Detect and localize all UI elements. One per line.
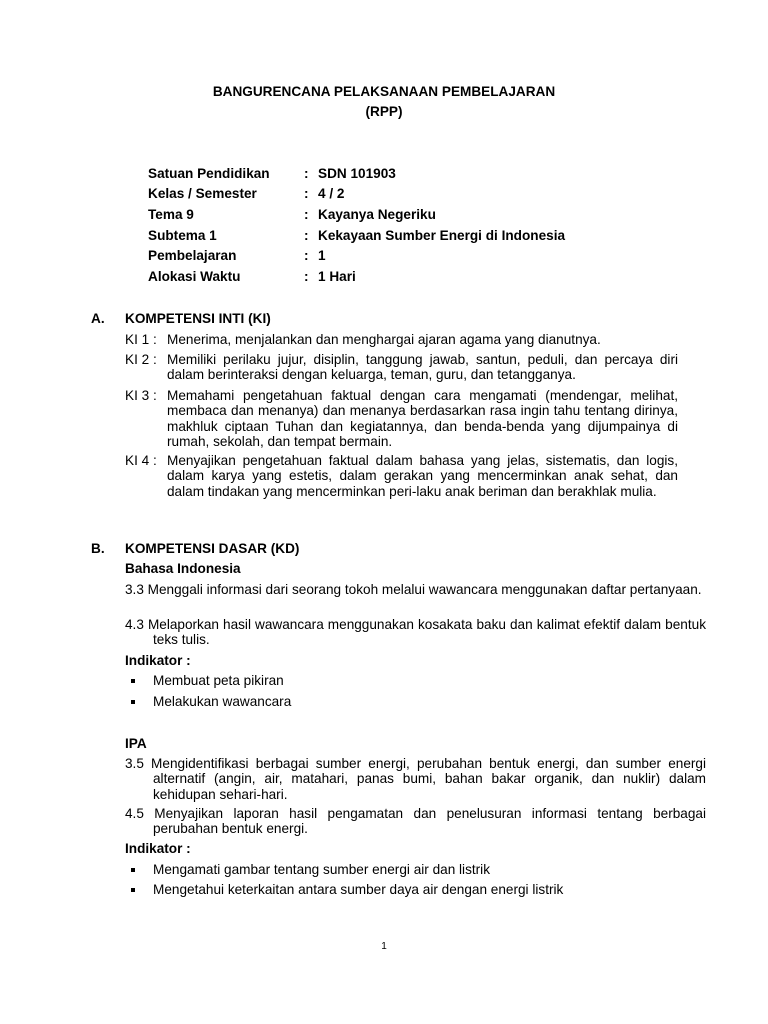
- ki-code: KI 1 :: [125, 332, 157, 347]
- kd-item: 4.5 Menyajikan laporan hasil pengamatan dan penelusuran informasi tentang berbagai perubahan bentuk energi.: [125, 806, 706, 837]
- subject-heading: IPA: [125, 736, 147, 751]
- identity-label: Tema 9: [148, 207, 194, 222]
- subject-heading: Bahasa Indonesia: [125, 561, 241, 576]
- identity-label: Kelas / Semester: [148, 186, 257, 201]
- ki-text: Memiliki perilaku jujur, disiplin, tanggung jawab, santun, peduli, dan percaya diri dalam berinteraksi dengan keluarga, teman, guru, dan tetangganya.: [167, 352, 678, 383]
- bullet-square-icon: [131, 888, 135, 892]
- indikator-text: Melakukan wawancara: [153, 694, 292, 709]
- identity-colon: :: [304, 186, 309, 201]
- kd-item: 3.5 Mengidentifikasi berbagai sumber energi, perubahan bentuk energi, dan sumber energi alternatif (angin, air, matahari, panas bumi, bahan bakar organik, dan nuklir) dalam kehidupan sehari-hari.: [125, 756, 706, 802]
- identity-value: SDN 101903: [318, 166, 396, 181]
- document-title: BANGURENCANA PELAKSANAAN PEMBELAJARAN: [212, 84, 556, 99]
- ki-code: KI 4 :: [125, 453, 157, 468]
- identity-value: 1 Hari: [318, 269, 356, 284]
- indikator-text: Membuat peta pikiran: [153, 673, 284, 688]
- ki-text: Menyajikan pengetahuan faktual dalam bahasa yang jelas, sistematis, dan logis, dalam karya yang estetis, dalam gerakan yang mencerminkan anak sehat, dan dalam tindakan yang mencerminkan peri-laku anak beriman dan berakhlak mulia.: [167, 453, 678, 499]
- document-subtitle: (RPP): [365, 104, 403, 119]
- ki-text: Menerima, menjalankan dan menghargai ajaran agama yang dianutnya.: [167, 332, 601, 347]
- identity-label: Subtema 1: [148, 228, 217, 243]
- identity-colon: :: [304, 228, 309, 243]
- identity-colon: :: [304, 269, 309, 284]
- section-b-letter: B.: [91, 541, 105, 556]
- section-a-title: KOMPETENSI INTI (KI): [125, 311, 271, 326]
- kd-item: 4.3 Melaporkan hasil wawancara menggunakan kosakata baku dan kalimat efektif dalam bentuk teks tulis.: [125, 617, 706, 648]
- identity-label: Satuan Pendidikan: [148, 166, 270, 181]
- section-b-title: KOMPETENSI DASAR (KD): [125, 541, 300, 556]
- identity-colon: :: [304, 248, 309, 263]
- bullet-square-icon: [131, 679, 135, 683]
- indikator-label: Indikator :: [125, 841, 191, 856]
- indikator-label: Indikator :: [125, 653, 191, 668]
- ki-code: KI 2 :: [125, 352, 157, 367]
- page-number: 1: [381, 941, 387, 952]
- identity-value: 4 / 2: [318, 186, 345, 201]
- identity-value: Kayanya Negeriku: [318, 207, 436, 222]
- identity-colon: :: [304, 207, 309, 222]
- identity-colon: :: [304, 166, 309, 181]
- indikator-text: Mengetahui keterkaitan antara sumber daya air dengan energi listrik: [153, 882, 564, 897]
- identity-value: Kekayaan Sumber Energi di Indonesia: [318, 228, 566, 243]
- ki-code: KI 3 :: [125, 388, 157, 403]
- bullet-square-icon: [131, 700, 135, 704]
- identity-label: Alokasi Waktu: [148, 269, 241, 284]
- section-a-letter: A.: [91, 311, 105, 326]
- kd-item: 3.3 Menggali informasi dari seorang tokoh melalui wawancara menggunakan daftar pertanyaan.: [125, 582, 702, 597]
- ki-text: Memahami pengetahuan faktual dengan cara mengamati (mendengar, melihat, membaca dan menanya) dan menanya berdasarkan rasa ingin tahu tentang dirinya, makhluk ciptaan Tuhan dan kegiatannya, dan benda-benda yang dijumpainya di rumah, sekolah, dan tempat bermain.: [167, 388, 678, 450]
- indikator-text: Mengamati gambar tentang sumber energi air dan listrik: [153, 862, 490, 877]
- identity-value: 1: [318, 248, 326, 263]
- identity-label: Pembelajaran: [148, 248, 237, 263]
- bullet-square-icon: [131, 868, 135, 872]
